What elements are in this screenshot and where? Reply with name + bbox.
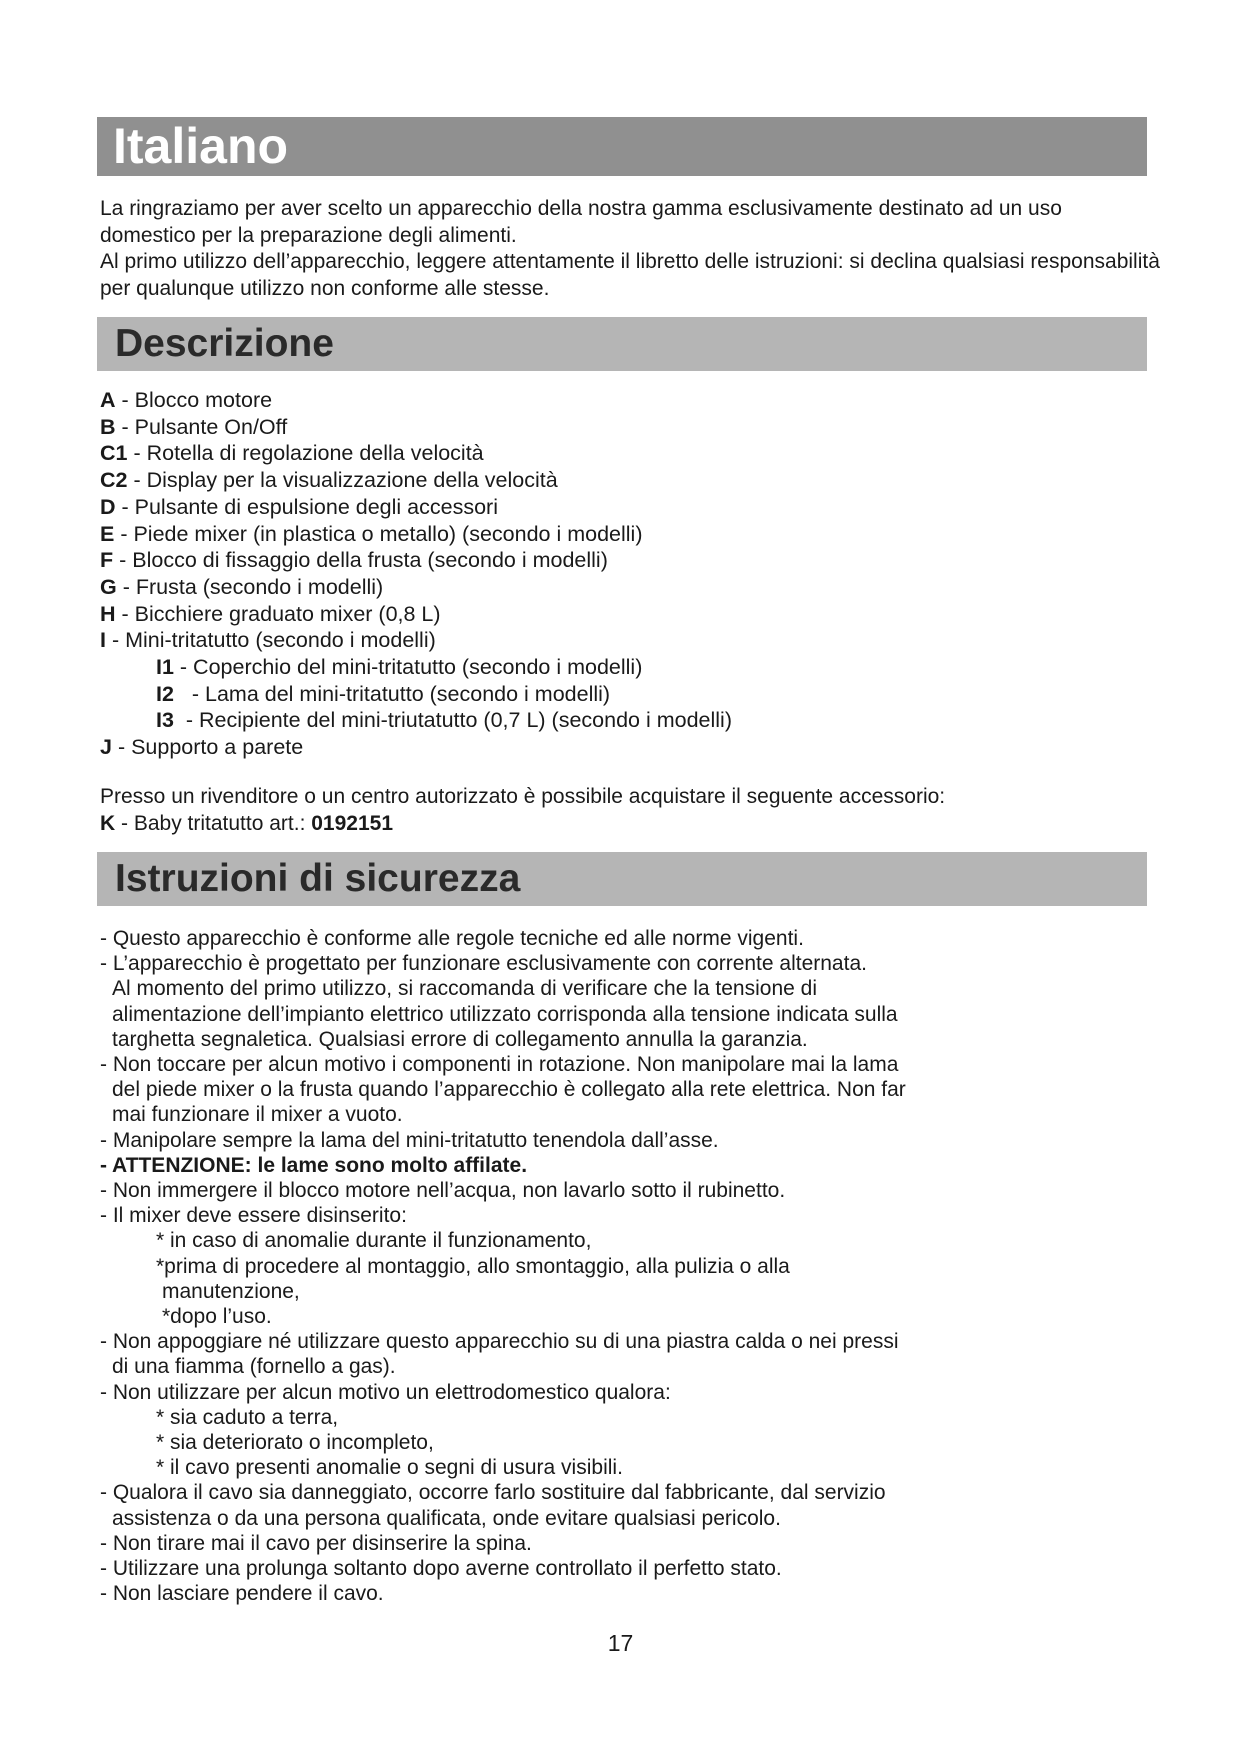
part-text: - Recipiente del mini-triutatutto (0,7 L) (secondo i modelli)	[173, 708, 732, 733]
part-label: I2	[156, 681, 174, 706]
section-header-italiano: Italiano	[97, 117, 1147, 176]
safety-line: - Non tirare mai il cavo per disinserire la spina.	[100, 1531, 532, 1555]
part-text: - Bicchiere graduato mixer (0,8 L)	[115, 601, 441, 626]
safety-line: - Non lasciare pendere il cavo.	[100, 1582, 384, 1606]
safety-line: - Qualora il cavo sia danneggiato, occorre farlo sostituire dal fabbricante, dal servizio	[100, 1481, 886, 1505]
safety-line: del piede mixer o la frusta quando l’apparecchio è collegato alla rete elettrica. Non far	[112, 1078, 906, 1102]
safety-warning: - ATTENZIONE: le lame sono molto affilate.	[100, 1153, 528, 1177]
list-item	[100, 440, 732, 467]
part-label: J	[100, 735, 112, 760]
accessory-code: 0192151	[311, 812, 394, 835]
safety-line: - Non utilizzare per alcun motivo un elettrodomestico qualora:	[100, 1380, 671, 1404]
safety-line: alimentazione dell’impianto elettrico utilizzato corrisponda alla tensione indicata sulla	[112, 1002, 898, 1026]
part-label: I	[100, 628, 106, 653]
safety-line: - Il mixer deve essere disinserito:	[100, 1204, 407, 1228]
part-text: - Piede mixer (in plastica o metallo) (secondo i modelli)	[114, 521, 643, 546]
part-text: - Blocco motore	[115, 388, 273, 412]
safety-line: - Questo apparecchio è conforme alle regole tecniche ed alle norme vigenti.	[100, 927, 804, 950]
part-label: A	[100, 388, 116, 412]
list-item	[100, 734, 732, 761]
part-text: - Supporto a parete	[111, 735, 304, 760]
part-label: B	[100, 414, 116, 439]
safety-line: assistenza o da una persona qualificata, onde evitare qualsiasi pericolo.	[112, 1506, 781, 1530]
part-label: D	[100, 494, 116, 519]
safety-line: * sia deteriorato o incompleto,	[156, 1431, 434, 1455]
part-text: - Blocco di fissaggio della frusta (secondo i modelli)	[113, 548, 608, 573]
safety-line: - Utilizzare una prolunga soltanto dopo averne controllato il perfetto stato.	[100, 1557, 782, 1581]
safety-line: * sia caduto a terra,	[156, 1405, 339, 1429]
section-header-sicurezza: Istruzioni di sicurezza	[97, 852, 1147, 906]
list-item	[100, 494, 732, 521]
safety-line: * in caso di anomalie durante il funzionamento,	[156, 1229, 592, 1253]
part-text: - Frusta (secondo i modelli)	[116, 574, 384, 599]
safety-line: targhetta segnaletica. Qualsiasi errore di collegamento annulla la garanzia.	[112, 1027, 808, 1051]
safety-line: - Non immergere il blocco motore nell’acqua, non lavarlo sotto il rubinetto.	[100, 1179, 786, 1203]
safety-line: Al momento del primo utilizzo, si raccomanda di verificare che la tensione di	[112, 977, 817, 1001]
list-item	[100, 521, 732, 548]
part-text: - Mini-tritatutto (secondo i modelli)	[105, 628, 436, 653]
parts-list	[100, 387, 732, 761]
part-text: - Pulsante On/Off	[115, 414, 288, 439]
list-item	[100, 467, 732, 494]
part-text: - Coperchio del mini-tritatutto (secondo i modelli)	[173, 655, 643, 680]
section-header-descrizione: Descrizione	[97, 317, 1147, 371]
list-item	[100, 601, 732, 628]
part-text: - Lama del mini-tritatutto (secondo i modelli)	[173, 681, 611, 706]
list-subitem	[100, 681, 732, 708]
list-subitem	[100, 707, 732, 734]
part-label: F	[100, 548, 114, 573]
part-label: E	[100, 521, 115, 546]
list-item	[100, 574, 732, 601]
part-label: C2	[100, 468, 128, 493]
safety-line: mai funzionare il mixer a vuoto.	[112, 1103, 403, 1127]
safety-line: - Non appoggiare né utilizzare questo apparecchio su di una piastra calda o nei pressi	[100, 1330, 899, 1354]
safety-line: * il cavo presenti anomalie o segni di usura visibili.	[156, 1456, 623, 1480]
accessory-intro: Presso un rivenditore o un centro autorizzato è possibile acquistare il seguente accessorio:	[100, 785, 946, 808]
page-number: 17	[607, 1630, 634, 1656]
part-label: C1	[100, 441, 128, 466]
intro-paragraph-1: La ringraziamo per aver scelto un apparecchio della nostra gamma esclusivamente destinato ad un uso domestico per la preparazione degli alimenti.	[100, 197, 1062, 247]
safety-line: manutenzione,	[162, 1279, 300, 1303]
part-label: H	[100, 601, 116, 626]
part-text: - Display per la visualizzazione della velocità	[127, 468, 558, 493]
intro-paragraph-2: Al primo utilizzo dell’apparecchio, leggere attentamente il libretto delle istruzioni: si declina qualsiasi responsabilità per qualunque utilizzo non conforme alle stesse.	[100, 250, 1160, 300]
list-item	[100, 627, 732, 654]
safety-line: *prima di procedere al montaggio, allo smontaggio, alla pulizia o alla	[156, 1254, 790, 1278]
accessory-label: K	[100, 812, 116, 835]
accessory-text: - Baby tritatutto art.:	[115, 812, 312, 835]
safety-line: - L’apparecchio è progettato per funzionare esclusivamente con corrente alternata.	[100, 952, 867, 976]
safety-instructions	[100, 926, 1140, 1606]
part-label: G	[100, 574, 117, 599]
part-text: - Pulsante di espulsione degli accessori	[115, 494, 498, 519]
safety-line: di una fiamma (fornello a gas).	[112, 1355, 396, 1379]
part-label: I1	[156, 655, 174, 680]
safety-line: - Manipolare sempre la lama del mini-tritatutto tenendola dall’asse.	[100, 1128, 719, 1152]
safety-line: - Non toccare per alcun motivo i componenti in rotazione. Non manipolare mai la lama	[100, 1053, 899, 1077]
accessory-item	[100, 810, 1160, 837]
list-item	[100, 414, 732, 441]
list-subitem	[100, 654, 732, 681]
list-item	[100, 387, 732, 414]
part-label: I3	[156, 708, 174, 733]
safety-line: *dopo l’uso.	[162, 1305, 272, 1329]
part-text: - Rotella di regolazione della velocità	[127, 441, 484, 466]
accessory-block	[100, 783, 1160, 837]
list-item	[100, 547, 732, 574]
